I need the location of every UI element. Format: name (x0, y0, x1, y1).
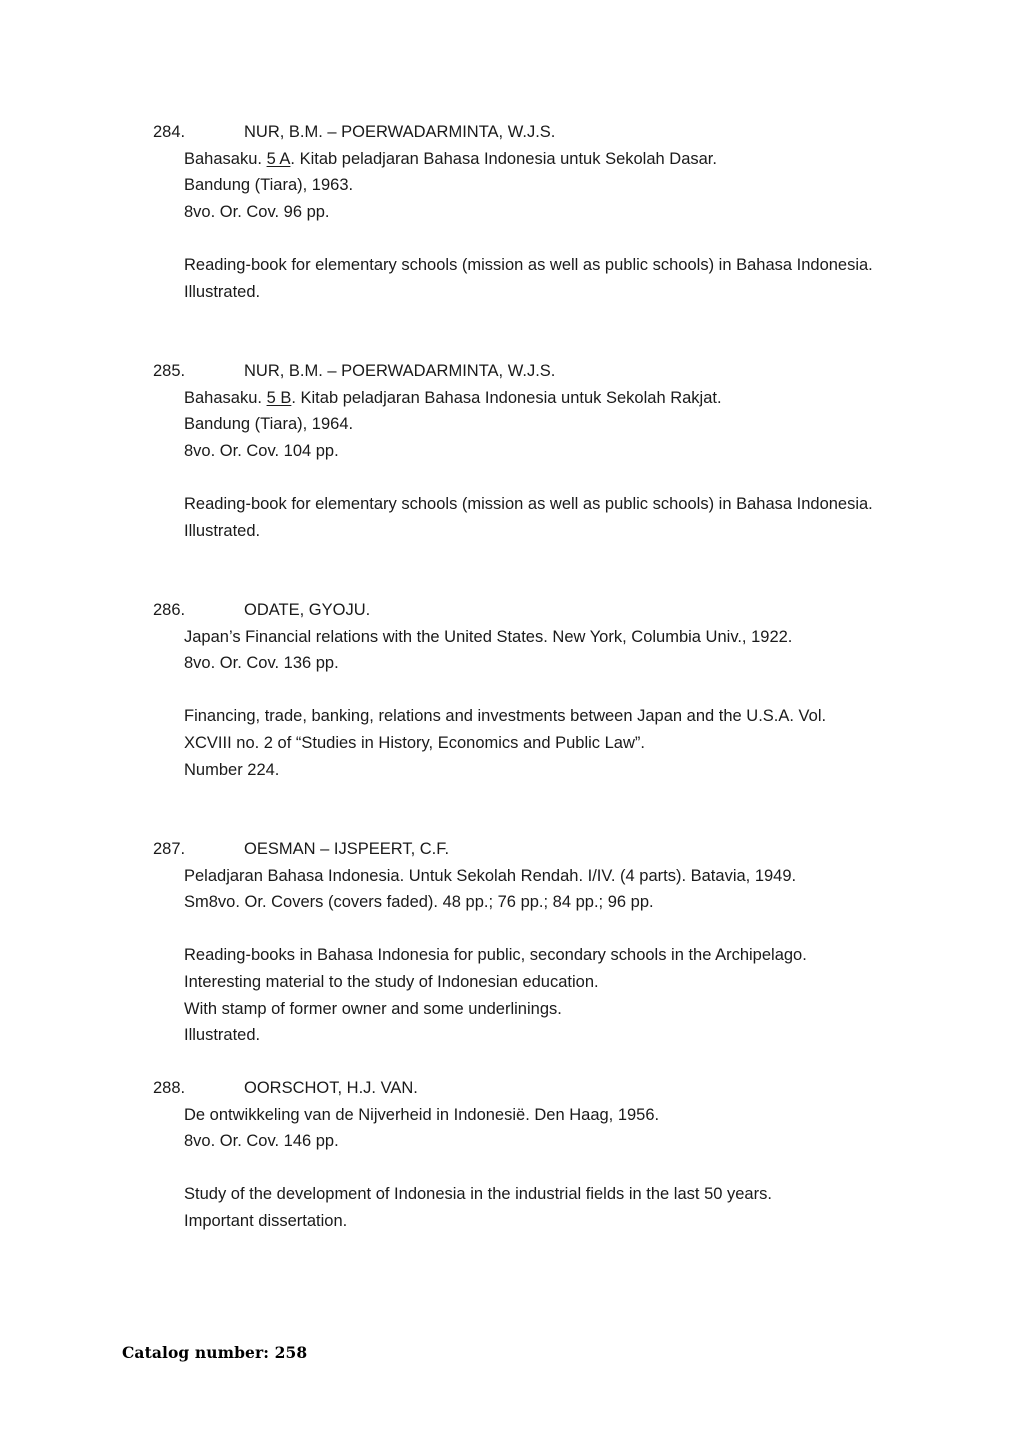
entry-heading (153, 597, 933, 624)
entry-note: Interesting material to the study of Indonesian education. (184, 972, 599, 991)
entry-title (184, 385, 933, 412)
title-prefix: Bahasaku. (184, 149, 267, 168)
title-volume-underlined: 5 A (266, 149, 291, 168)
title-suffix: . Kitab peladjaran Bahasa Indonesia untuk Sekolah Rakjat. (291, 388, 722, 407)
entry-number: 284. (153, 123, 186, 141)
entry-note: Reading-book for elementary schools (mission as well as public schools) in Bahasa Indonesia. (184, 255, 873, 274)
title-suffix: . Kitab peladjaran Bahasa Indonesia untuk Sekolah Dasar. (290, 149, 717, 168)
entry-note: Illustrated. (184, 1026, 261, 1045)
entry-note: Important dissertation. (184, 1211, 348, 1230)
entry-format: 8vo. Or. Cov. 96 pp. (184, 202, 330, 221)
title-volume-underlined: 5 B (266, 388, 292, 407)
entry-imprint: Bandung (Tiara), 1963. (184, 176, 354, 195)
entry-note: With stamp of former owner and some underlinings. (184, 999, 562, 1018)
entry-author: NUR, B.M. – POERWADARMINTA, W.J.S. (244, 362, 556, 380)
catalog-entry-285 (153, 358, 933, 544)
entry-title: Peladjaran Bahasa Indonesia. Untuk Sekolah Rendah. I/IV. (4 parts). Batavia, 1949. (184, 866, 797, 885)
entry-number: 287. (153, 840, 186, 858)
entry-heading (153, 1075, 933, 1102)
entry-format: Sm8vo. Or. Covers (covers faded). 48 pp.; 76 pp.; 84 pp.; 96 pp. (184, 893, 654, 912)
entry-note: Number 224. (184, 760, 280, 779)
entry-author: OORSCHOT, H.J. VAN. (244, 1079, 418, 1097)
entry-number: 285. (153, 362, 186, 380)
entry-note: Reading-books in Bahasa Indonesia for public, secondary schools in the Archipelago. (184, 946, 807, 965)
entry-format: 8vo. Or. Cov. 146 pp. (184, 1132, 339, 1151)
entry-heading (153, 119, 933, 146)
entry-number: 286. (153, 601, 186, 619)
entry-author: OESMAN – IJSPEERT, C.F. (244, 840, 450, 858)
entry-format: 8vo. Or. Cov. 104 pp. (184, 441, 339, 460)
catalog-entry-284 (153, 119, 933, 305)
catalog-entry-288 (153, 1075, 933, 1235)
entry-note: Reading-book for elementary schools (mission as well as public schools) in Bahasa Indonesia. (184, 494, 873, 513)
entry-note: XCVIII no. 2 of “Studies in History, Economics and Public Law”. (184, 733, 645, 752)
entry-format: 8vo. Or. Cov. 136 pp. (184, 654, 339, 673)
entry-note: Financing, trade, banking, relations and investments between Japan and the U.S.A. Vol. (184, 707, 827, 726)
entry-title: De ontwikkeling van de Nijverheid in Indonesië. Den Haag, 1956. (184, 1105, 660, 1124)
catalog-number-footer: Catalog number: 258 (122, 1343, 308, 1362)
entry-note: Study of the development of Indonesia in the industrial fields in the last 50 years. (184, 1185, 772, 1204)
entry-number: 288. (153, 1079, 186, 1097)
entry-author: NUR, B.M. – POERWADARMINTA, W.J.S. (244, 123, 556, 141)
catalog-entry-287 (153, 836, 933, 1049)
title-prefix: Bahasaku. (184, 388, 267, 407)
entry-author: ODATE, GYOJU. (244, 601, 371, 619)
entry-imprint: Bandung (Tiara), 1964. (184, 415, 354, 434)
entry-title: Japan’s Financial relations with the United States. New York, Columbia Univ., 1922. (184, 627, 793, 646)
entry-title (184, 146, 933, 173)
entry-note: Illustrated. (184, 521, 261, 540)
entry-note: Illustrated. (184, 282, 261, 301)
entry-heading (153, 836, 933, 863)
catalog-entry-286 (153, 597, 933, 783)
entry-heading (153, 358, 933, 385)
